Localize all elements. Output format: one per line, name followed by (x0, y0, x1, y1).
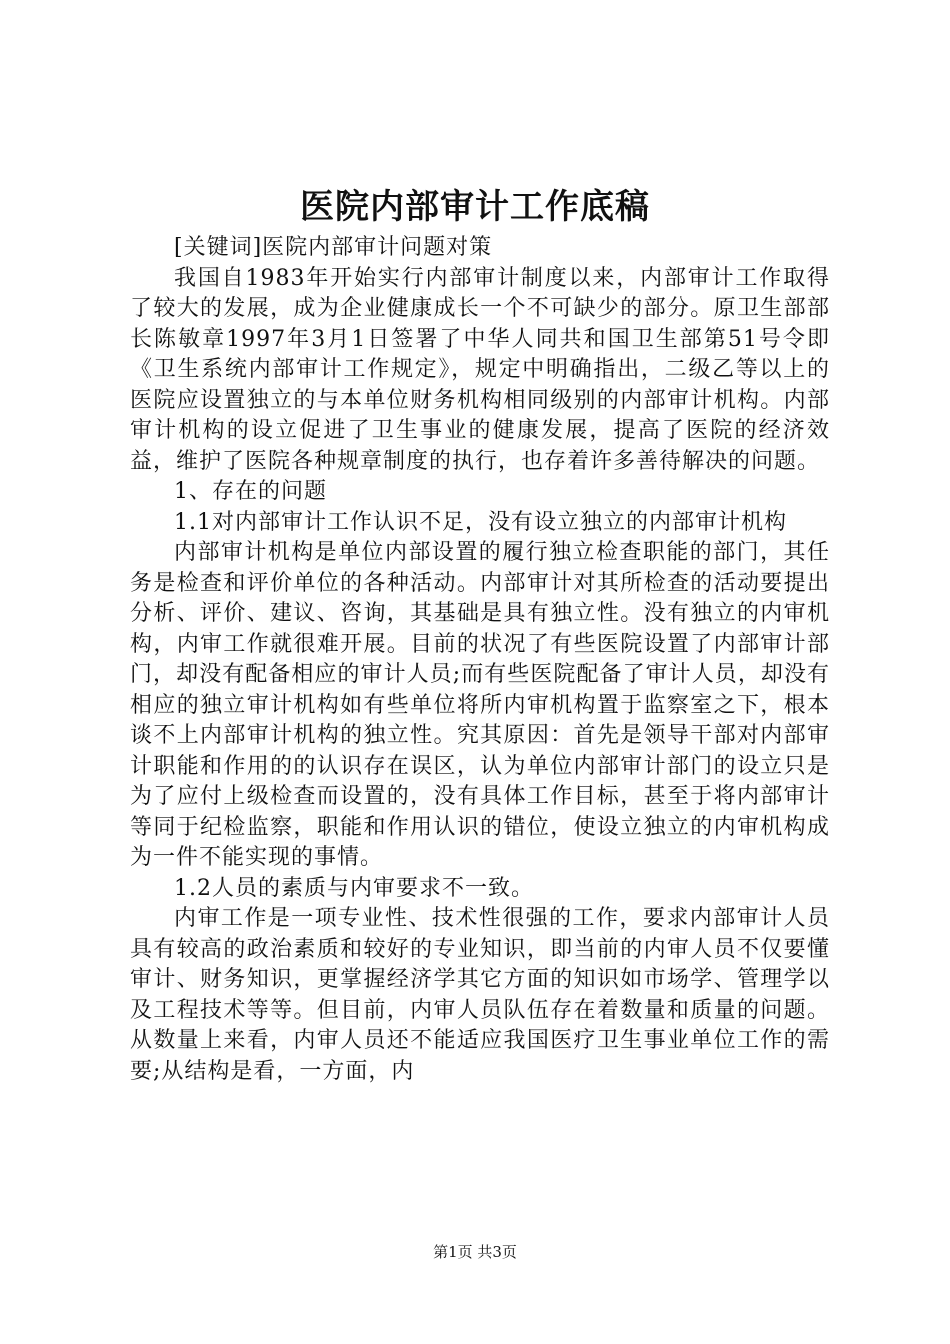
subsection-heading: 1.1对内部审计工作认识不足，没有设立独立的内部审计机构 (174, 509, 787, 535)
intro-paragraph: 我国自1983年开始实行内部审计制度以来，内部审计工作取得了较大的发展，成为企业健康成长一个不可缺少的部分。原卫生部部长陈敏章1997年3月1日签署了中华人同共和国卫生部第51号令即《卫生系统内部审计工作规定》，规定中明确指出，二级乙等以上的医院应设置独立的与本单位财务机构相同级别的内部审计机构。内部审计机构的设立促进了卫生事业的健康发展，提高了医院的经济效益，维护了医院各种规章制度的执行，也存着许多善待解决的问题。 (130, 265, 830, 474)
page-title: 医院内部审计工作底稿 (300, 187, 650, 227)
section-heading: 1、存在的问题 (174, 479, 327, 504)
document-body (130, 233, 830, 1087)
page-number-footer: 第1页 共3页 (433, 1243, 517, 1261)
keywords-line: [关键词]医院内部审计问题对策 (174, 235, 493, 260)
body-paragraph: 内部审计机构是单位内部设置的履行独立检查职能的部门，其任务是检查和评价单位的各种活动。内部审计对其所检查的活动要提出分析、评价、建议、咨询，其基础是具有独立性。没有独立的内审机构，内审工作就很难开展。目前的状况了有些医院设置了内部审计部门，却没有配备相应的审计人员;而有些医院配备了审计人员，却没有相应的独立审计机构如有些单位将所内审机构置于监察室之下，根本谈不上内部审计机构的独立性。究其原因：首先是领导干部对内部审计职能和作用的的认识存在误区，认为单位内部审计部门的设立只是为了应付上级检查而设置的，没有具体工作目标，甚至于将内部审计等同于纪检监察，职能和作用认识的错位，使设立独立的内审机构成为一件不能实现的事情。 (130, 540, 830, 870)
body-paragraph: 内审工作是一项专业性、技术性很强的工作，要求内部审计人员具有较高的政治素质和较好的专业知识，即当前的内审人员不仅要懂审计、财务知识，更掌握经济学其它方面的知识如市场学、管理学以及工程技术等等。但目前，内审人员队伍存在着数量和质量的问题。从数量上来看，内审人员还不能适应我国医疗卫生事业单位工作的需要;从结构是看，一方面，内 (130, 906, 830, 1084)
subsection-heading: 1.2人员的素质与内审要求不一致。 (174, 875, 534, 901)
